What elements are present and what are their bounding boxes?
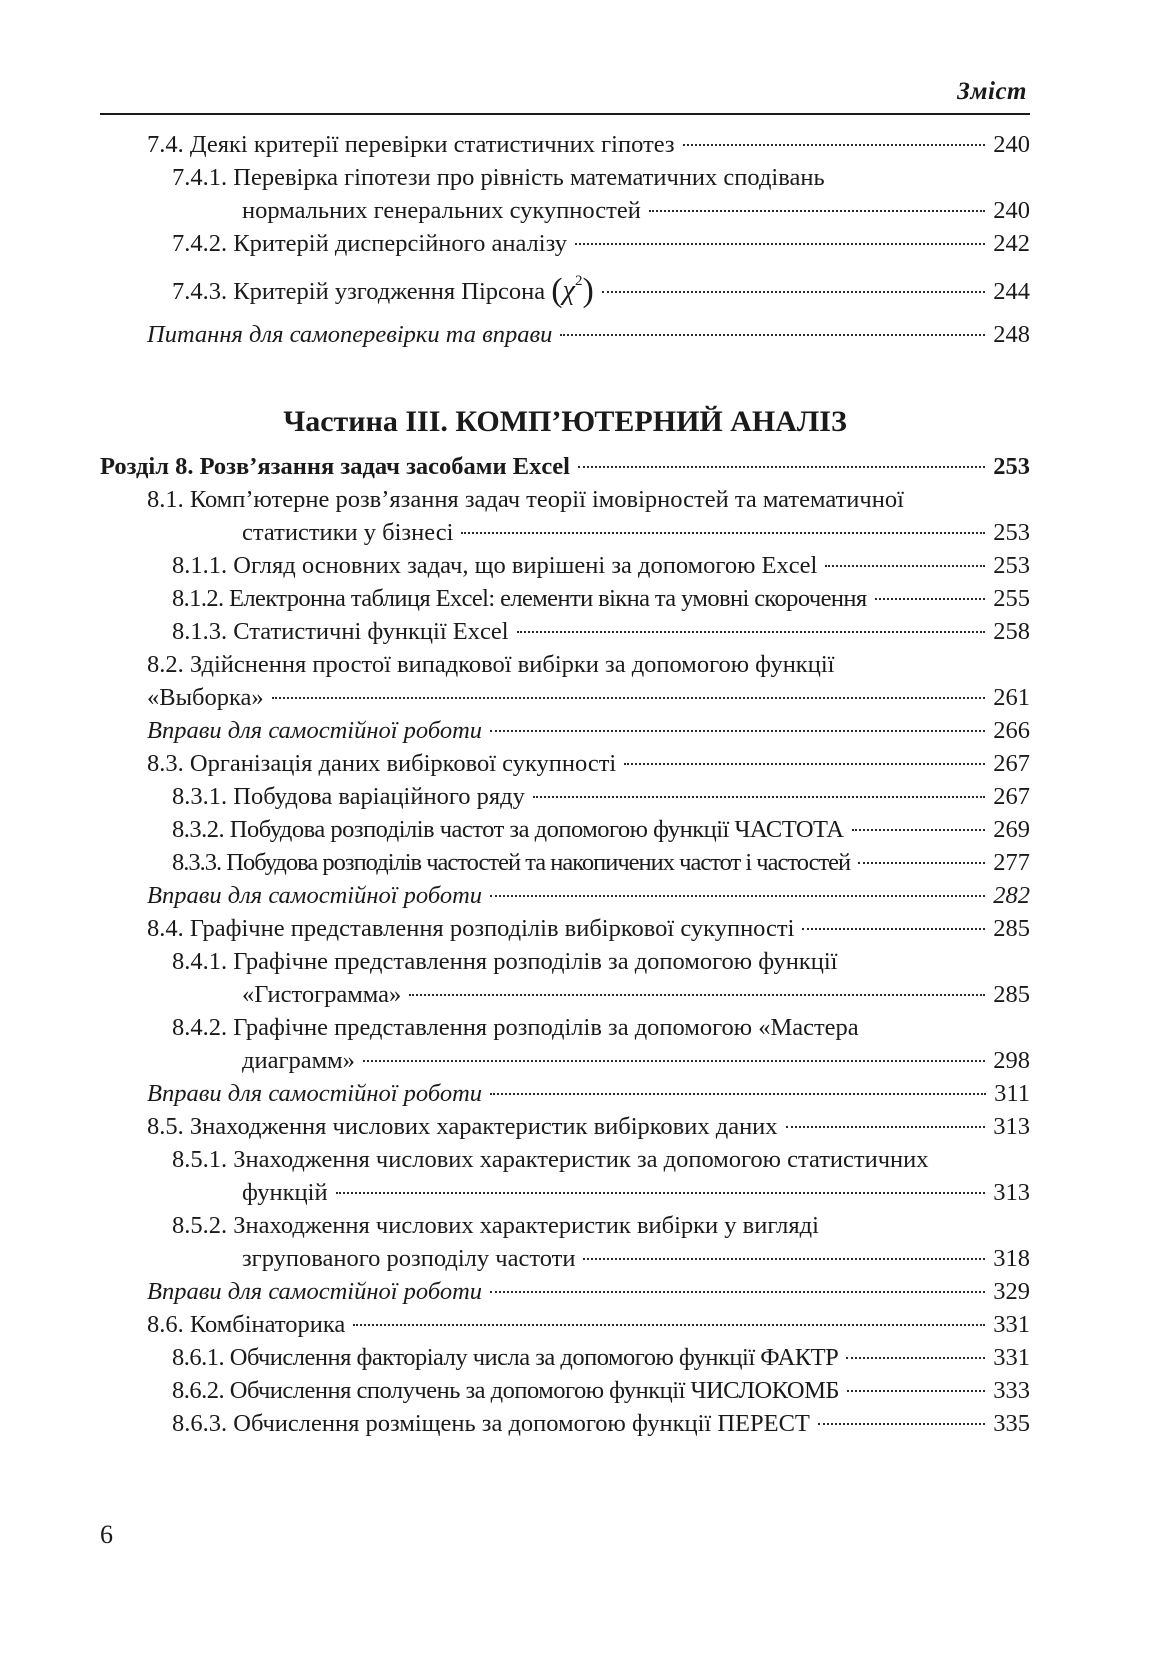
toc-entry[interactable] — [100, 227, 1030, 260]
toc-entry-page: 331 — [993, 1311, 1030, 1338]
toc-leader — [858, 862, 985, 864]
toc-entry[interactable] — [100, 912, 1030, 945]
toc-entry[interactable] — [100, 1407, 1030, 1440]
toc-leader — [272, 697, 986, 699]
toc-entry-page: 298 — [993, 1047, 1030, 1074]
toc-entry[interactable] — [100, 1341, 1030, 1374]
toc-entry-label: 8.4. Графічне представлення розподілів вибіркової сукупності — [147, 915, 795, 942]
toc-entry-label-line1: 8.4.2. Графічне представлення розподілів за допомогою «Мастера — [172, 1014, 859, 1041]
toc-entry-page: 285 — [993, 981, 1030, 1008]
toc-leader — [517, 631, 986, 633]
toc-entry-label: 8.3. Організація даних вибіркової сукупності — [147, 750, 617, 777]
toc-entry[interactable] — [100, 1308, 1030, 1341]
toc-entry-label-text: 7.4.3. Критерій узгодження Пірсона — [172, 278, 546, 305]
toc-entry-label: Питання для самоперевірки та вправи — [147, 321, 553, 348]
chi-superscript: 2 — [574, 273, 583, 289]
toc-entry[interactable] — [100, 194, 1030, 227]
toc-leader — [818, 1423, 985, 1425]
toc-leader — [363, 1060, 985, 1062]
toc-leader — [490, 730, 985, 732]
toc-entry-page: 329 — [993, 1278, 1030, 1305]
toc-entry-page: 253 — [993, 453, 1030, 480]
toc-entry-label: 8.1.3. Статистичні функції Excel — [172, 618, 509, 645]
toc-entry[interactable] — [100, 1077, 1030, 1110]
toc-entry-label: «Гистограмма» — [242, 981, 402, 1008]
toc-entry-page: 240 — [993, 197, 1030, 224]
toc-entry-label: «Выборка» — [147, 684, 264, 711]
toc-leader — [490, 1093, 986, 1095]
toc-entry-label-line1: 8.4.1. Графічне представлення розподілів за допомогою функції — [172, 948, 838, 975]
toc-entry-page: 248 — [993, 321, 1030, 348]
toc-leader — [852, 829, 986, 831]
toc-entry-page: 267 — [993, 783, 1030, 810]
toc-entry[interactable] — [100, 747, 1030, 780]
toc-entry-label: нормальних генеральних сукупностей — [242, 197, 641, 224]
toc-entry-label-line1: 7.4.1. Перевірка гіпотези про рівність математичних сподівань — [172, 164, 825, 191]
toc-entry-page: 258 — [993, 618, 1030, 645]
toc-entry[interactable] — [100, 450, 1030, 483]
toc-entry-page: 313 — [993, 1179, 1030, 1206]
toc-entry-label: 8.3.3. Побудова розподілів частостей та накопичених частот і частостей — [172, 849, 851, 876]
toc-entry-page: 335 — [993, 1410, 1030, 1437]
toc-entry[interactable] — [100, 128, 1030, 161]
toc-leader — [786, 1126, 986, 1128]
toc-entry-label: Вправи для самостійної роботи — [147, 1278, 483, 1305]
toc-leader — [336, 1192, 986, 1194]
toc-entry-page: 269 — [993, 816, 1030, 843]
toc-entry[interactable] — [100, 978, 1030, 1011]
toc-entry-label: 7.4.2. Критерій дисперсійного аналізу — [172, 230, 568, 257]
toc-entry[interactable] — [100, 615, 1030, 648]
toc-entry-page: 333 — [993, 1377, 1030, 1404]
toc-leader — [683, 144, 986, 146]
toc-entry-page: 242 — [993, 230, 1030, 257]
toc-entry[interactable] — [100, 714, 1030, 747]
toc-entry-label-line1: 8.1. Комп’ютерне розв’язання задач теорії імовірностей та математичної — [147, 486, 904, 513]
toc-leader — [533, 796, 985, 798]
toc-entry-label: 8.6.3. Обчислення розміщень за допомогою функції ПЕРЕСТ — [172, 1410, 810, 1437]
toc-entry-label: функцій — [242, 1179, 328, 1206]
toc-entry-page: 261 — [993, 684, 1030, 711]
toc-entry-page: 253 — [993, 519, 1030, 546]
toc-entry-label: 8.1.2. Електронна таблиця Excel: елементи вікна та умовні скорочення — [172, 585, 867, 612]
toc-entry[interactable] — [100, 1044, 1030, 1077]
toc-entry-page: 285 — [993, 915, 1030, 942]
toc-entry-page: 266 — [993, 717, 1030, 744]
toc-entry-label — [172, 260, 594, 324]
chi-paren-close: ) — [582, 272, 594, 309]
toc-leader — [825, 565, 985, 567]
page-number: 6 — [100, 1520, 113, 1549]
toc-leader — [875, 598, 986, 600]
toc-leader — [846, 1357, 985, 1359]
toc-entry-label: 8.1.1. Огляд основних задач, що вирішені за допомогою Excel — [172, 552, 818, 579]
toc-entry-label: Вправи для самостійної роботи — [147, 882, 483, 909]
toc-leader — [409, 994, 985, 996]
toc-entry[interactable] — [100, 1176, 1030, 1209]
header-rule — [100, 113, 1030, 115]
toc-leader — [578, 466, 985, 468]
toc-top-section — [100, 128, 1030, 351]
toc-entry-page: 311 — [994, 1080, 1030, 1107]
toc-entry-page: 282 — [993, 882, 1030, 909]
toc-entry[interactable] — [100, 318, 1030, 351]
toc-entry-page: 267 — [993, 750, 1030, 777]
toc-entry-label: Вправи для самостійної роботи — [147, 1080, 483, 1107]
toc-entry[interactable] — [100, 813, 1030, 846]
toc-entry[interactable] — [100, 549, 1030, 582]
toc-entry-label-line1: 8.5.2. Знаходження числових характеристик вибірки у вигляді — [172, 1212, 819, 1239]
toc-entry-label: 8.6.1. Обчислення факторіалу числа за допомогою функції ФАКТР — [172, 1344, 839, 1371]
toc-entry-label: згрупованого розподілу частоти — [242, 1245, 576, 1272]
toc-entry-page: 318 — [993, 1245, 1030, 1272]
toc-entry-label: Розділ 8. Розв’язання задач засобами Excel — [100, 453, 570, 480]
toc-entry[interactable] — [100, 780, 1030, 813]
toc-entry-page: 331 — [993, 1344, 1030, 1371]
toc-leader — [560, 334, 985, 336]
toc-entry-page: 253 — [993, 552, 1030, 579]
part-title: Частина ІІІ. КОМП’ЮТЕРНИЙ АНАЛІЗ — [283, 405, 847, 438]
toc-entry-label: 8.6. Комбінаторика — [147, 1311, 346, 1338]
chi-paren-open: ( — [551, 272, 563, 309]
toc-entry-page: 240 — [993, 131, 1030, 158]
toc-leader — [490, 895, 985, 897]
toc-entry-label-line1: 8.5.1. Знаходження числових характеристик за допомогою статистичних — [172, 1146, 929, 1173]
toc-entry-label-line1: 8.2. Здійснення простої випадкової вибірки за допомогою функції — [147, 651, 835, 678]
running-header-title: Зміст — [957, 78, 1027, 105]
toc-leader — [624, 763, 985, 765]
toc-entry-label: 8.3.1. Побудова варіаційного ряду — [172, 783, 525, 810]
toc-entry[interactable] — [100, 582, 1030, 615]
toc-leader — [490, 1291, 985, 1293]
toc-entry-label: 7.4. Деякі критерії перевірки статистичних гіпотез — [147, 131, 675, 158]
toc-entry[interactable] — [100, 1374, 1030, 1407]
toc-leader — [353, 1324, 985, 1326]
toc-leader — [461, 532, 985, 534]
toc-leader — [847, 1390, 985, 1392]
toc-entry[interactable] — [100, 1275, 1030, 1308]
toc-entry-label: диаграмм» — [242, 1047, 355, 1074]
toc-entry-label: статистики у бізнесі — [242, 519, 454, 546]
toc-entry[interactable] — [100, 1110, 1030, 1143]
toc-entry-page: 244 — [993, 278, 1030, 305]
toc-entry[interactable] — [100, 879, 1030, 912]
toc-entry-page: 277 — [993, 849, 1030, 876]
toc-entry-label: Вправи для самостійної роботи — [147, 717, 483, 744]
toc-entry[interactable] — [100, 516, 1030, 549]
toc-entry-page: 255 — [993, 585, 1030, 612]
toc-entry[interactable] — [100, 846, 1030, 879]
toc-entry-page: 313 — [993, 1113, 1030, 1140]
toc-main-section — [100, 450, 1030, 1440]
toc-entry-label: 8.3.2. Побудова розподілів частот за допомогою функції ЧАСТОТА — [172, 816, 844, 843]
toc-entry-label: 8.5. Знаходження числових характеристик вибіркових даних — [147, 1113, 778, 1140]
toc-leader — [649, 210, 985, 212]
toc-entry[interactable] — [100, 1242, 1030, 1275]
toc-entry[interactable] — [100, 681, 1030, 714]
toc-leader — [583, 1258, 985, 1260]
toc-entry[interactable] — [100, 260, 1030, 318]
toc-leader — [802, 928, 985, 930]
toc-leader — [575, 243, 985, 245]
chi-symbol: χ — [562, 275, 575, 306]
toc-leader — [602, 291, 985, 293]
toc-entry-label: 8.6.2. Обчислення сполучень за допомогою функції ЧИСЛОКОМБ — [172, 1377, 839, 1404]
